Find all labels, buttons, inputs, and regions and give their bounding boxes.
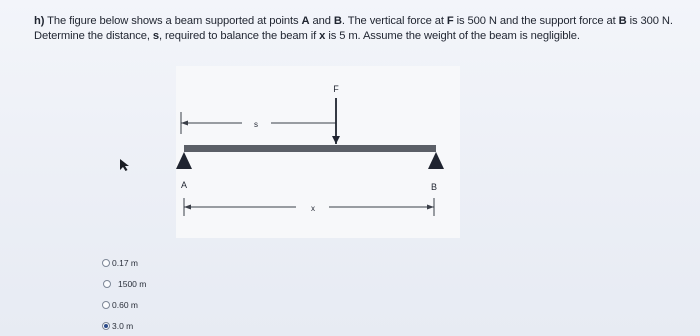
question-text-part: . The vertical force at xyxy=(341,15,444,27)
point-a-ref: A xyxy=(301,15,310,27)
beam-figure xyxy=(176,66,460,238)
answer-option-label: 0.60 m xyxy=(112,299,138,310)
question-text-part: is 5 m. Assume the weight of the beam is negligible. xyxy=(328,30,580,42)
x-dimension-arrow-right xyxy=(427,205,434,210)
answer-option-label: 1500 m xyxy=(118,278,147,289)
s-dimension-arrow-left xyxy=(181,121,188,126)
question-text-part: is 300 N. Determine the distance, xyxy=(34,15,673,42)
point-b-ref: B xyxy=(618,15,627,27)
answer-option-label: 3.0 m xyxy=(112,320,134,331)
question-number: h) xyxy=(34,15,45,27)
s-dimension-label: s xyxy=(254,120,258,129)
force-f-arrow-head xyxy=(332,136,340,144)
radio-button[interactable] xyxy=(102,259,110,267)
question-text-part: is 500 N and the support force at xyxy=(456,15,616,27)
beam xyxy=(184,145,436,152)
answer-option-selected[interactable] xyxy=(102,315,222,336)
distance-s-ref: s xyxy=(152,30,159,42)
question-text xyxy=(34,14,674,44)
answer-option[interactable] xyxy=(102,294,222,315)
x-dimension-label: x xyxy=(311,204,315,213)
distance-x-ref: x xyxy=(319,30,326,42)
answer-options xyxy=(102,252,222,336)
point-b-label: B xyxy=(430,182,438,192)
radio-button[interactable] xyxy=(102,301,110,309)
answer-option-label: 0.17 m xyxy=(112,257,138,268)
question-text-part: , required to balance the beam if xyxy=(159,30,317,42)
support-a xyxy=(176,152,192,169)
answer-option[interactable] xyxy=(102,273,222,294)
force-f-label: F xyxy=(333,84,339,94)
point-a-label: A xyxy=(180,180,188,190)
answer-option[interactable] xyxy=(102,252,222,273)
question-text-part: The figure below shows a beam supported at points xyxy=(47,15,299,27)
point-b-ref: B xyxy=(333,15,342,27)
beam-diagram xyxy=(176,66,460,238)
radio-button-selected[interactable] xyxy=(102,322,110,330)
force-f-ref: F xyxy=(446,15,454,27)
radio-button[interactable] xyxy=(103,280,111,288)
support-b xyxy=(428,152,444,169)
mouse-pointer-icon xyxy=(118,158,132,172)
question-text-part: and xyxy=(312,15,331,27)
x-dimension-arrow-left xyxy=(184,205,191,210)
